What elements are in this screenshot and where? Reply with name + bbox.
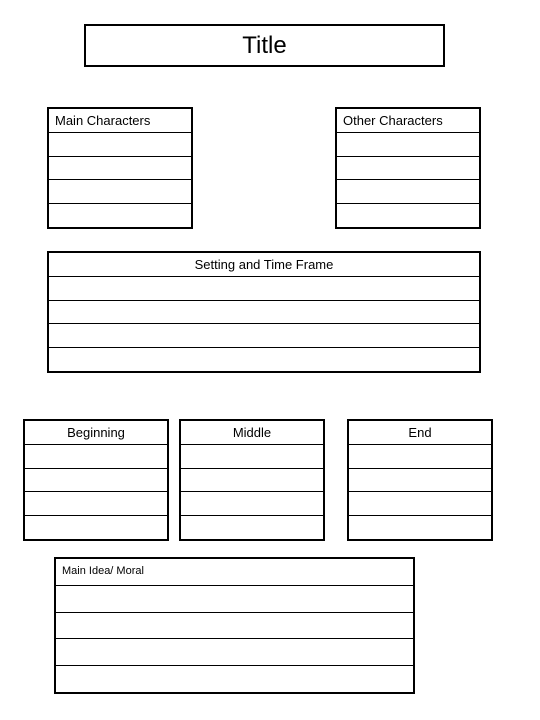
end-label: End (408, 424, 432, 440)
end-line[interactable] (349, 515, 491, 539)
middle-label: Middle (232, 424, 272, 440)
middle-line[interactable] (181, 444, 323, 468)
middle-line[interactable] (181, 515, 323, 539)
main-characters-line[interactable] (49, 132, 191, 156)
moral-line[interactable] (56, 638, 413, 665)
other-characters-line[interactable] (337, 179, 479, 203)
beginning-line[interactable] (25, 444, 167, 468)
main-characters-line[interactable] (49, 179, 191, 203)
setting-line[interactable] (49, 300, 479, 324)
main-characters-line[interactable] (49, 203, 191, 227)
end-box (347, 419, 493, 541)
setting-line[interactable] (49, 323, 479, 347)
end-line[interactable] (349, 444, 491, 468)
middle-line[interactable] (181, 468, 323, 492)
beginning-label: Beginning (67, 424, 125, 440)
other-characters-line[interactable] (337, 132, 479, 156)
title-box (84, 24, 445, 67)
beginning-line[interactable] (25, 491, 167, 515)
main-idea-moral-box (54, 557, 415, 694)
setting-line[interactable] (49, 276, 479, 300)
moral-line[interactable] (56, 665, 413, 692)
middle-line[interactable] (181, 491, 323, 515)
main-idea-moral-label: Main Idea/ Moral (62, 565, 144, 578)
main-characters-label: Main Characters (55, 112, 151, 128)
moral-line[interactable] (56, 612, 413, 639)
moral-line[interactable] (56, 585, 413, 612)
setting-time-frame-label: Setting and Time Frame (194, 256, 334, 272)
main-characters-box (47, 107, 193, 229)
title-text: Title (242, 31, 287, 59)
beginning-box (23, 419, 169, 541)
other-characters-line[interactable] (337, 156, 479, 180)
other-characters-box (335, 107, 481, 229)
beginning-line[interactable] (25, 515, 167, 539)
main-characters-line[interactable] (49, 156, 191, 180)
end-line[interactable] (349, 468, 491, 492)
setting-time-frame-box (47, 251, 481, 373)
middle-box (179, 419, 325, 541)
end-line[interactable] (349, 491, 491, 515)
setting-line[interactable] (49, 347, 479, 371)
other-characters-line[interactable] (337, 203, 479, 227)
beginning-line[interactable] (25, 468, 167, 492)
other-characters-label: Other Characters (343, 112, 443, 128)
